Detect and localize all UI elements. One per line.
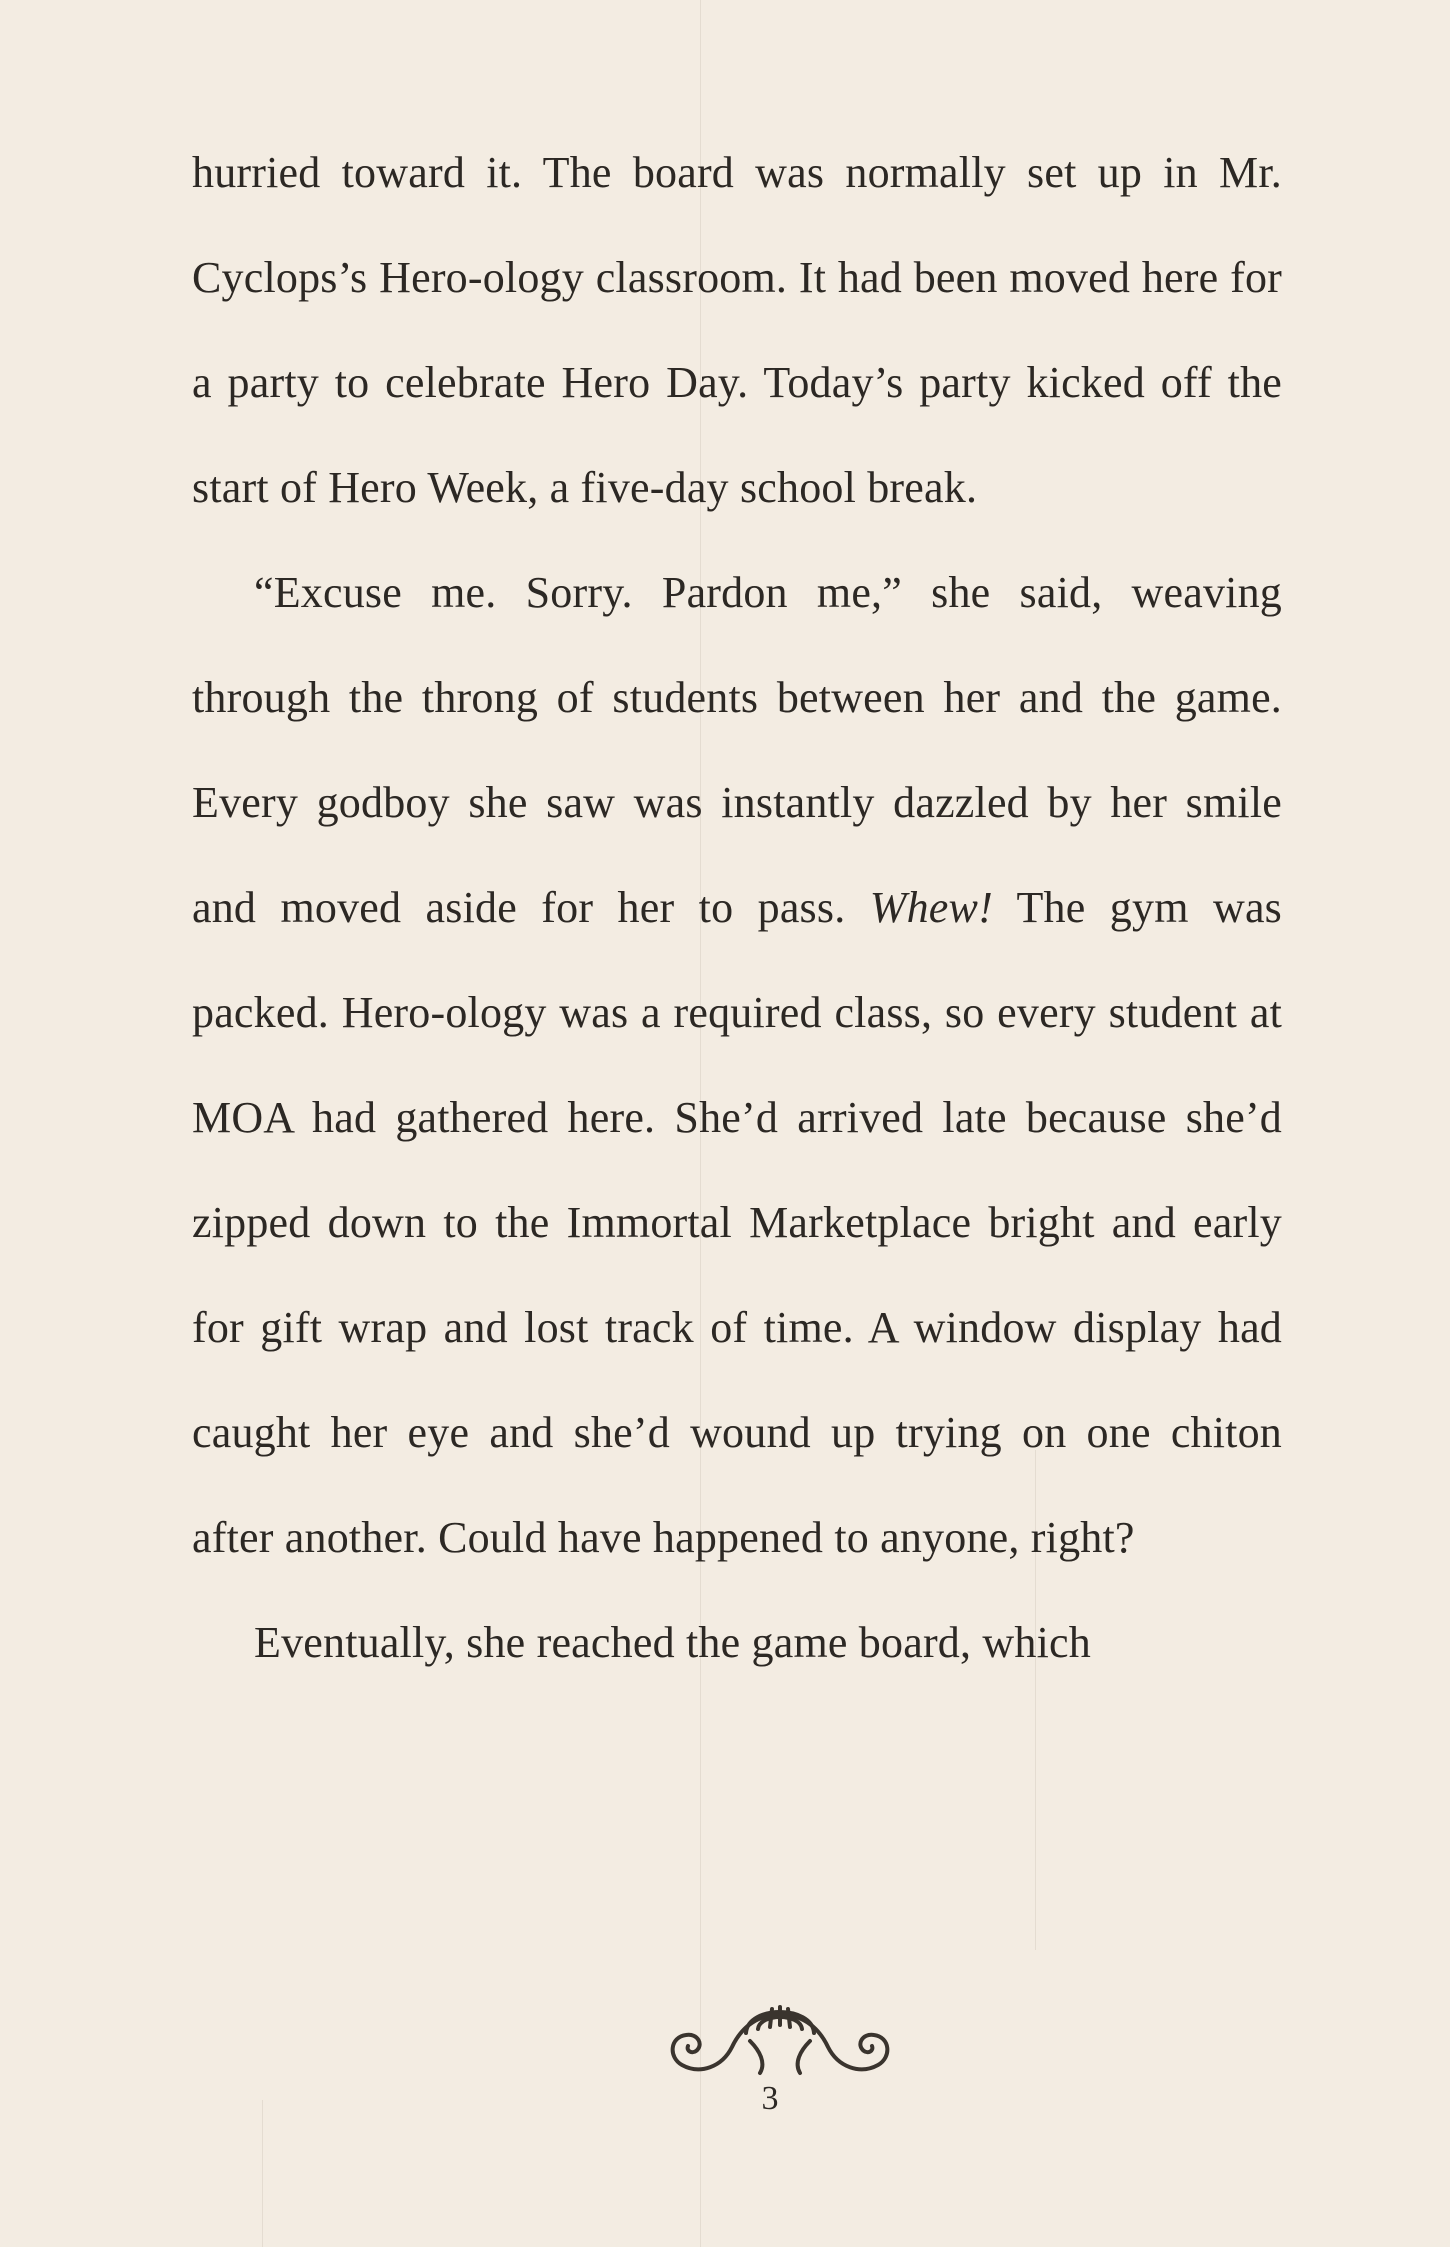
paragraph-2-italic-exclamation: Whew!: [869, 883, 993, 932]
body-text: [192, 120, 1282, 1695]
paragraph-2: [192, 540, 1282, 1590]
paragraph-3: [192, 1590, 1282, 1695]
paragraph-1: [192, 120, 1282, 540]
page-number: 3: [761, 2080, 779, 2117]
paragraph-2-text-end: The gym was packed. Hero-ology was a required class, so every student at MOA had gathered here. She’d arrived late because she’d zipped down to the Immortal Marketplace bright and early for gift wrap and lost track of time. A window display had caught her eye and she’d wound up trying on one chiton after another. Could have happened to anyone, right?: [192, 883, 1282, 1562]
paragraph-3-text: Eventually, she reached the game board, which: [254, 1618, 1091, 1667]
paragraph-1-text: hurried toward it. The board was normally set up in Mr. Cyclops’s Hero-ology classroom. It had been moved here for a party to celebrate Hero Day. Today’s party kicked off the start of Hero Week, a five-day school break.: [192, 148, 1282, 512]
paragraph-2-text-start: “Excuse me. Sorry. Pardon me,” she said, weaving through the throng of students between her and the game. Every godboy she saw was instantly dazzled by her smile and moved aside for her to pass.: [192, 568, 1282, 932]
scan-streak: [262, 2100, 263, 2247]
